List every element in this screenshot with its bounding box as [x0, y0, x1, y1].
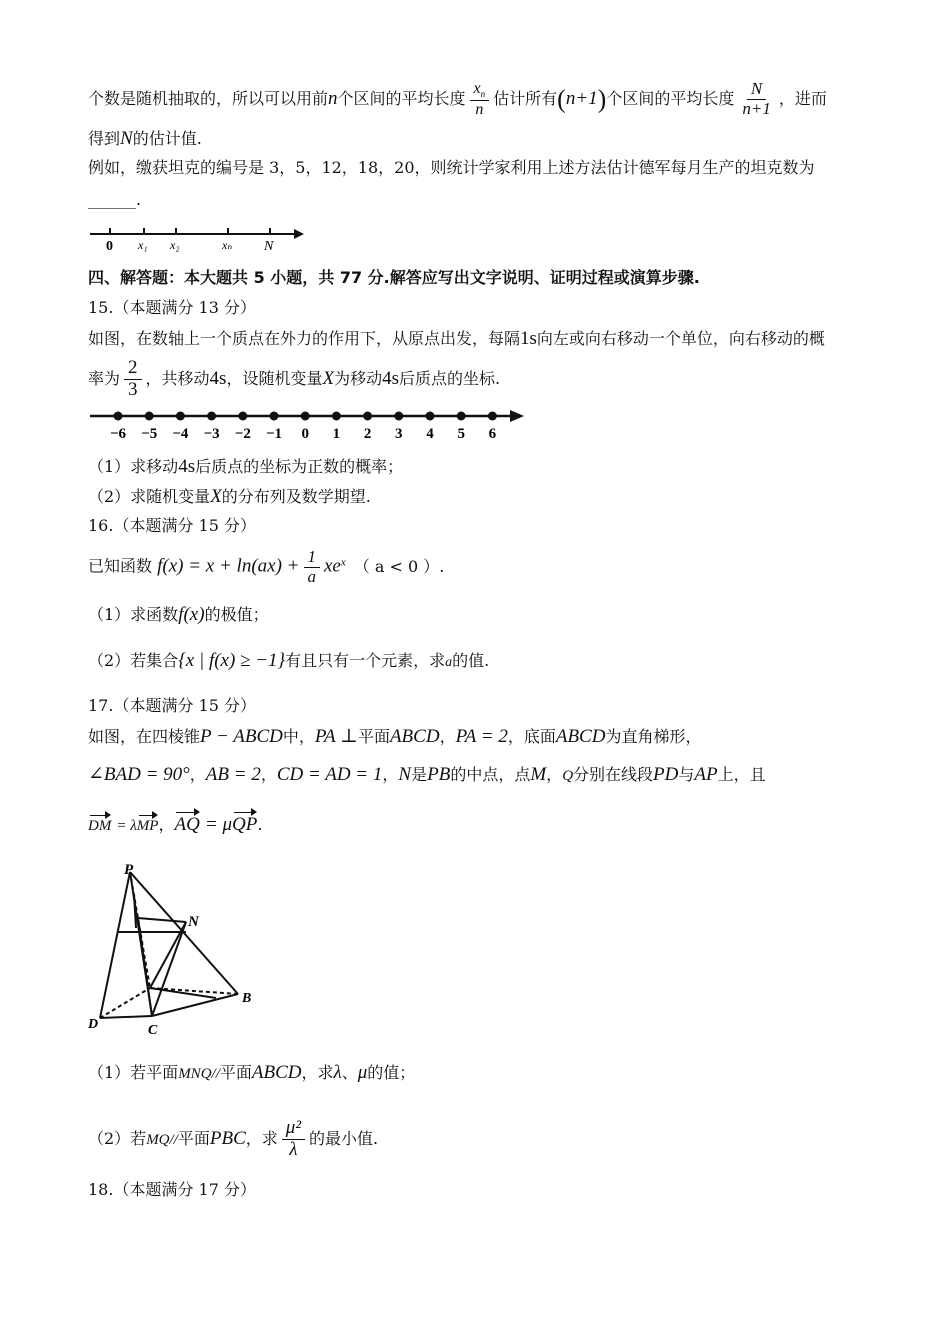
text: 个数是随机抽取的，所以可以用前 [88, 88, 329, 108]
q15-line-1: 如图，在数轴上一个质点在外力的作用下，从原点出发，每隔1s向左或向右移动一个单位，向右移动的概 [88, 328, 825, 349]
text: 个区间的平均长度 [337, 88, 466, 108]
axis-point--6 [114, 412, 123, 421]
q16-sub-1: （1）求函数f(x)的极值； [88, 604, 269, 625]
label-0: 0 [106, 239, 113, 254]
text: 个区间的平均长度 [606, 88, 735, 108]
axis-point-6 [488, 412, 497, 421]
paragraph-line-1: 个数是随机抽取的，所以可以用前n个区间的平均长度 $\frac{x_n}{n}$ 估计所有(n+1)个区间的平均长度 $\frac{N}{n+1}$ ，进而 [88, 79, 827, 119]
axis-point-1 [332, 412, 341, 421]
fraction-mu2-over-lambda: $\frac{\text{μ²}}{\lambda}$ [282, 1118, 305, 1161]
vertex-P: P [124, 862, 134, 878]
label-N: N [264, 239, 274, 254]
number-line-figure [88, 222, 308, 256]
fraction-2-3: $\frac{2}{3}$ [124, 358, 142, 401]
axis-label--4: −4 [172, 426, 189, 442]
vertex-B: B [242, 991, 252, 1006]
fraction-xn-over-n: $\frac{x_n}{n}$ [470, 80, 490, 119]
axis-label--6: −6 [109, 426, 127, 442]
axis-point--3 [207, 412, 216, 421]
axis-point--2 [238, 412, 247, 421]
axis-point-5 [457, 412, 466, 421]
label-x1: x₁ [138, 238, 148, 252]
axis-point-3 [394, 412, 403, 421]
q15-number-line [88, 402, 528, 446]
axis-point-4 [426, 412, 435, 421]
axis-label-6: 6 [488, 426, 497, 442]
axis-label-5: 5 [457, 426, 465, 442]
vertex-D: D [88, 1017, 99, 1032]
function-expression: f(x) = x + ln(ax) + [157, 555, 300, 577]
q15-sub-1: （1）求移动4s后质点的坐标为正数的概率； [88, 456, 404, 477]
label-xn: xₙ [222, 238, 233, 252]
fraction-1-over-a: $\frac{1}{a}$ [304, 548, 321, 586]
pyramid-figure [86, 858, 266, 1040]
vertex-N: N [188, 914, 199, 930]
q15-line-2: 率为 $\frac{2}{3}$ ，共移动4s，设随机变量X为移动4s后质点的坐标. [88, 357, 501, 400]
vertex-C: C [148, 1023, 158, 1038]
axis-label--5: −5 [141, 426, 158, 442]
q16-line-1: 已知函数 f(x) = x + ln(ax) + $\frac{1}{a}$ $xe^x$ （ a < 0 ）. [88, 547, 445, 586]
paragraph-example: 例如，缴获坦克的编号是 3，5，12，18，20，则统计学家利用上述方法估计德军每月生产的坦克数为 [88, 158, 815, 177]
section-title: 四、解答题：本大题共 5 小题，共 77 分.解答应写出文字说明、证明过程或演算步骤. [88, 268, 700, 287]
answer-blank: ______. [88, 190, 142, 209]
axis-label-1: 1 [332, 426, 341, 442]
axis-label--2: −2 [234, 426, 251, 442]
axis-label-2: 2 [363, 426, 372, 442]
q17-sub-1: （1）若平面MNQ//平面ABCD，求λ、μ的值； [88, 1062, 416, 1083]
text: 估计所有 [493, 88, 558, 108]
axis-label-3: 3 [395, 426, 403, 442]
axis-label-0: 0 [301, 426, 309, 442]
axis-point--4 [176, 412, 185, 421]
axis-point--5 [145, 412, 154, 421]
axis-point-0 [301, 412, 310, 421]
q15-sub-2: （2）求随机变量X的分布列及数学期望. [88, 486, 371, 507]
var-n: n [328, 87, 338, 109]
q17-line-1: 如图，在四棱锥P − ABCD中，PA ⊥平面ABCD，PA = 2，底面ABCD为直角梯形， [88, 726, 702, 747]
fraction-N-over-n1: $\frac{N}{n+1}$ [742, 79, 771, 118]
text: ，进而 [778, 88, 827, 108]
axis-label-4: 4 [426, 426, 434, 442]
label-x2: x₂ [170, 238, 180, 252]
q17-line-2: ∠BAD = 90°，AB = 2，CD = AD = 1，N是PB的中点，点M，Q分别在线段PD与AP上，且 [88, 764, 766, 785]
expr-n-plus-1: n+1 [565, 87, 598, 109]
q18-header: 18.（本题满分 17 分） [88, 1180, 256, 1199]
q17-header: 17.（本题满分 15 分） [88, 696, 256, 715]
q17-sub-2: （2）若MQ//平面PBC，求 $\frac{\text{μ²}}{\lambda}$ 的最小值. [88, 1117, 379, 1160]
q16-sub-2: （2）若集合{x | f(x) ≥ −1}有且只有一个元素，求a的值. [88, 650, 490, 671]
axis-label--3: −3 [203, 426, 220, 442]
axis-point-2 [363, 412, 372, 421]
q15-header: 15.（本题满分 13 分） [88, 298, 256, 317]
q16-header: 16.（本题满分 15 分） [88, 516, 256, 535]
axis-point--1 [270, 412, 279, 421]
axis-label--1: −1 [265, 426, 283, 442]
q17-line-3: DM = λMP，AQ = μQP. [88, 814, 263, 835]
paragraph-line-2: 得到N的估计值. [88, 128, 202, 149]
